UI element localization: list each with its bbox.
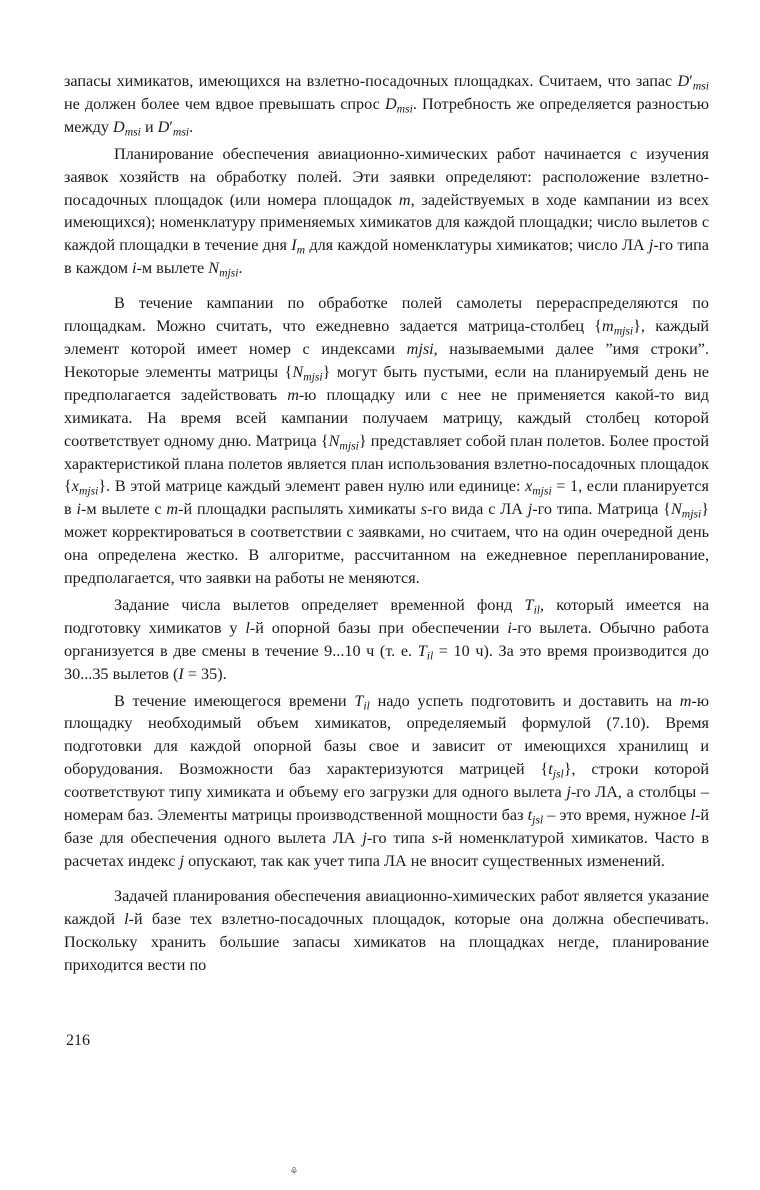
document-page <box>64 70 709 976</box>
paragraph-3: В течение кампании по обработке полей самолеты перераспределяются по площадкам. Можно считать, что ежедневно задается матрица-столбец $\{m_{mjsi}\}$, каждый элемент которой имеет номер с индексами mjsi, называемыми далее ”имя строки”. Некоторые элементы матрицы $\{N_{mjsi}\}$ могут быть пустыми, если на планируемый день не предполагается задействовать m-ю площадку или с нее не применяется какой-то вид химиката. На время всей кампании получаем матрицу, каждый столбец которой соответствует одному дню. Матрица $\{N_{mjsi}\}$ представляет собой план полетов. Более простой характеристикой плана полетов является план использования взлетно-посадочных площадок $\{x_{mjsi}\}$. В этой матрице каждый элемент равен нулю или единице: $x_{mjsi} = 1$, если планируется в i-м вылете с m-й площадки распылять химикаты s-го вида с ЛА j-го типа. Матрица $\{N_{mjsi}\}$ может корректироваться в соответствии с заявками, но считаем, что на один очередной день она определена жестко. В алгоритме, рассчитанном на ежедневное перепланирование, предполагается, что заявки на работы не меняются. <box>64 294 710 588</box>
paragraph-5: В течение имеющегося времени $T_{il}$ надо успеть подготовить и доставить на m-ю площадку необходимый объем химикатов, определяемый формулой (7.10). Время подготовки для каждой опорной базы свое и зависит от имеющихся хранилищ и оборудования. Возможности баз характеризуются матрицей $\{t_{jsl}\}$, строки которой соответствуют типу химиката и объему его загрузки для одного вылета j-го ЛА, а столбцы – номерам баз. Элементы матрицы производственной мощности баз $t_{jsl}$ – это время, нужное l-й базе для обеспечения одного вылета ЛА j-го типа s-й номенклатурой химикатов. Часто в расчетах индекс j опускают, так как учет типа ЛА не вносит существенных изменений. <box>64 691 709 870</box>
page-number: 216 <box>66 1032 90 1049</box>
paragraph-4: Задание числа вылетов определяет временной фонд $T_{il}$, который имеется на подготовку химикатов у l-й опорной базы при обеспечении i-го вылета. Обычно работа организуется в две смены в течение 9...10 ч (т. е. $T_{il} = 10$ ч). За это время производится до 30...35 вылетов (I = 35). <box>64 595 709 683</box>
paragraph-2: Планирование обеспечения авиационно-химических работ начинается с изучения заявок хозяйств на обработку полей. Эти заявки определяют: расположение взлетно-посадочных площадок (или номера площадок m, задействуемых в ходе кампании из всех имеющихся); номенклатуру применяемых химикатов для каждой площадки; число вылетов с каждой площадки в течение дня $I_m$ для каждой номенклатуры химикатов; число ЛА j-го типа в каждом i-м вылете $N_{mjsi}$. <box>64 144 709 280</box>
paragraph-1: запасы химикатов, имеющихся на взлетно-посадочных площадках. Считаем, что запас $D'_{msi}$ не должен более чем вдвое превышать спрос $D_{msi}$. Потребность же определяется разностью между $D_{msi}$ и $D'_{msi}$. <box>64 72 710 139</box>
scan-mark-icon: ⚘ <box>289 1166 299 1178</box>
paragraph-6: Задачей планирования обеспечения авиационно-химических работ является указание каждой l-й базе тех взлетно-посадочных площадок, которые она должна обеспечивать. Поскольку хранить большие запасы химикатов на площадках негде, планирование приходится вести по <box>64 886 710 974</box>
